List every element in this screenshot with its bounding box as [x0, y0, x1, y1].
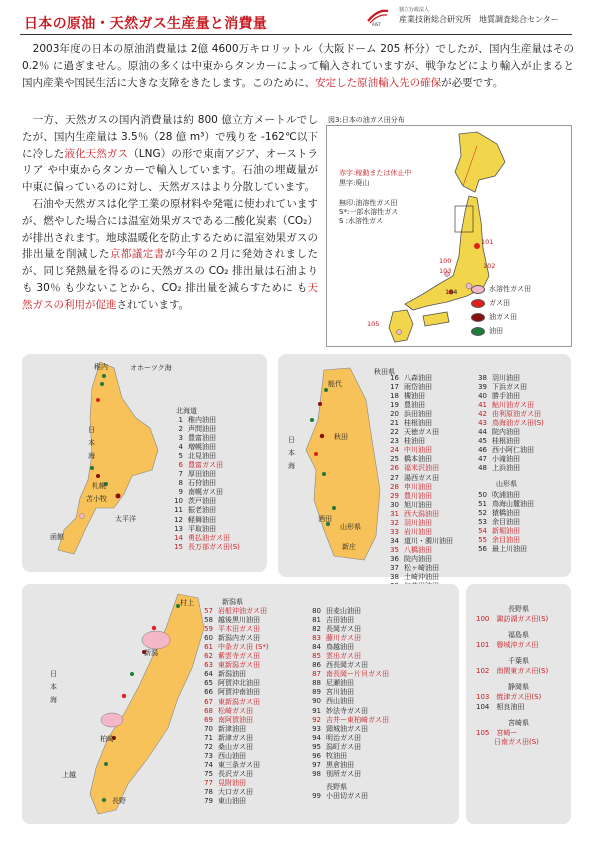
field-label-103: 103	[439, 267, 452, 275]
list-item: 58 越後黒川油田	[204, 616, 260, 625]
list-item: 61 中条ガス田 (S*)	[204, 643, 269, 652]
list-item: 57 岩船沖油ガス田	[204, 607, 267, 616]
list-item: 93 頸城油ガス田	[312, 724, 368, 733]
list-item: 34 道川・濁川油田	[390, 536, 453, 545]
list-item: 71 新津ガス田	[204, 733, 253, 742]
region-niigata: 新潟県	[222, 598, 243, 606]
list-item: 39 下浜ガス田	[478, 383, 527, 392]
list-item: 44 院内油田	[478, 428, 520, 437]
highlight-kyoto: 京都議定書	[109, 248, 165, 261]
field-102: 102 南関東ガス田(S)	[476, 667, 549, 675]
field-label-104: 104	[445, 288, 458, 296]
list-item: 59 平木田ガス田	[204, 625, 260, 634]
list-item: 38 土崎沖油田	[390, 573, 439, 582]
list-item: 82 長岡ガス田	[312, 625, 361, 634]
list-item: 46 西小阿仁油田	[478, 446, 534, 455]
list-item: 38 羽川油田	[478, 374, 520, 382]
town-tomakomai: 苫小牧	[86, 495, 107, 503]
sea-pacific: 太平洋	[115, 515, 136, 523]
field-101: 101 磐城沖ガス田	[476, 641, 539, 649]
list-item: 65 阿賀沖北油田	[204, 679, 260, 688]
town-sapporo: 札幌	[92, 482, 106, 490]
oil-gas-swatch	[471, 313, 485, 322]
org-name: 産業技術総合研究所 地質調査総合センター	[399, 15, 559, 24]
niigata-panel	[22, 584, 459, 824]
japan-map-shape	[327, 126, 571, 346]
field-100: 100 諏訪湖ガス田(S)	[476, 615, 549, 623]
svg-text:AIST: AIST	[372, 22, 381, 27]
list-item: 63 東新潟ガス田	[204, 661, 260, 670]
list-item: 81 吉田油田	[312, 616, 354, 625]
list-item: 99 小田切ガス田	[312, 791, 368, 800]
list-item: 86 西長岡ガス田	[312, 661, 368, 670]
list-item: 9 南幌ガス田	[178, 488, 223, 497]
list-item: 94 明治ガス田	[312, 733, 361, 742]
field-105: 105 宮崎ー	[476, 729, 518, 737]
legend-kind-water: S :水溶性ガス	[339, 217, 384, 225]
list-item: 87 南長岡ー片貝ガス田	[312, 670, 389, 679]
list-item: 6 豊富ガス田	[178, 461, 223, 470]
town-wakkanai: 稚内	[94, 363, 108, 371]
field-104: 104 相良油田	[476, 703, 525, 711]
list-item: 40 勝手油田	[478, 392, 520, 401]
list-item: 2 声問油田	[178, 425, 216, 434]
list-item: 11 振老油田	[174, 506, 216, 515]
field-105-cont: 日南ガス田(S)	[494, 738, 539, 746]
town-niigata: 新潟	[144, 649, 158, 657]
sea-okhotsk: オホーツク海	[130, 364, 172, 372]
town-shinjo: 新庄	[342, 543, 356, 551]
list-item: 30 旭川油田	[390, 500, 432, 509]
region-yamagata-map: 山形県	[340, 523, 361, 531]
list-item: 84 鳥越油田	[312, 643, 354, 652]
list-item: 7 厚田油田	[178, 470, 216, 479]
list-item: 47 小滝油田	[478, 455, 520, 464]
list-item: 8 石狩油田	[178, 479, 216, 488]
list-item: 98 別所ガス田	[312, 769, 361, 778]
list-item: 78 大口ガス田	[204, 787, 253, 796]
water-gas-swatch	[471, 285, 485, 294]
highlight-gas-usage: 天然ガスの利用が促進	[22, 281, 318, 311]
list-item: 16 八森油田	[390, 374, 432, 382]
list-item: 21 桂根油田	[390, 419, 432, 428]
gas-text-b: （LNG）の形で東南アジア、オーストラリア や中東からタンカーで輸入しています。石油の埋蔵量が中東に偏っているのに対し、天然ガスはより分散しています。	[22, 147, 319, 194]
gas-text-d: が今年の２月に発効されましたが、同じ発熱量を得るのに天然ガスの CO₂ 排出量は石油よりも 30％ も少ないことから、CO₂ 排出量を減らすために も	[22, 248, 319, 294]
list-item: 66 阿賀沖南油田	[204, 688, 260, 697]
intro-text-end: が必要です。	[441, 76, 504, 89]
town-hakodate: 函館	[50, 533, 64, 541]
list-item: 73 西山油田	[204, 751, 246, 760]
list-item: 36 院内油田	[390, 554, 432, 563]
field-103: 103 焼津ガス田(S)	[476, 693, 542, 701]
list-item: 64 新潟油田	[204, 670, 246, 679]
list-item: 31 西大潟油田	[390, 509, 439, 518]
list-item: 19 豊油田	[390, 401, 425, 410]
list-item: 26 福米沢油田	[390, 464, 439, 473]
list-item: 13 平取油田	[174, 524, 216, 533]
list-item: 56 最上川油田	[478, 544, 527, 553]
list-item: 53 余目油田	[478, 517, 520, 526]
list-item: 91 妙法寺ガス田	[312, 706, 368, 715]
list-item: 29 豊川油田	[390, 491, 432, 500]
region-nagano: 長野県	[326, 782, 347, 791]
list-item: 24 中川油田	[390, 446, 432, 455]
sea-japan-akita: 日本 海	[288, 436, 295, 470]
list-item: 74 東三条ガス田	[204, 760, 260, 769]
town-noshiro: 能代	[328, 380, 342, 388]
list-item: 83 藤川ガス田	[312, 634, 361, 643]
list-item: 33 岩川油田	[390, 527, 432, 536]
list-item: 15 長万部ガス田(S)	[174, 542, 240, 551]
legend-water-gas: 水溶性ガス田	[471, 284, 531, 294]
town-nagano: 長野	[112, 797, 126, 805]
list-item: 96 牧油田	[312, 751, 347, 760]
highlight-oil-supply: 安定した原油輸入先の確保	[315, 76, 442, 89]
gas-text-e: されています。	[116, 298, 190, 311]
list-item: 54 新堀油田	[478, 526, 520, 535]
list-item: 35 八橋油田	[390, 545, 432, 554]
pref-chiba: 千葉県	[508, 657, 529, 665]
town-murakami: 村上	[180, 599, 194, 607]
hokkaido-field-list	[170, 416, 240, 552]
figure-caption: 図3:日本の油ガス田分布	[328, 116, 405, 124]
akita-field-list-1	[386, 374, 453, 591]
list-item: 70 新津油田	[204, 724, 246, 733]
sea-japan: 日本 海	[88, 426, 95, 460]
list-item: 62 紫雲寺ガス田	[204, 652, 260, 661]
list-item: 77 見附油田	[204, 778, 246, 787]
list-item: 85 雲出ガス田	[312, 652, 361, 661]
legend-closed: 黒字:廃山	[339, 179, 370, 187]
list-item: 10 茨戸油田	[174, 497, 216, 506]
town-sakata: 酒田	[318, 515, 332, 523]
list-item: 60 新潟内ガス田	[204, 634, 260, 643]
niigata-field-list-1	[200, 598, 269, 806]
pref-miyazaki: 宮崎県	[508, 719, 529, 727]
aist-logo-icon	[366, 5, 390, 27]
list-item: 89 宮川油田	[312, 688, 354, 697]
list-item: 14 勇払油ガス田	[174, 533, 230, 542]
japan-field-map	[326, 125, 572, 347]
field-label-100: 100	[439, 257, 452, 265]
other-regions-panel	[466, 584, 571, 824]
niigata-field-list-2	[308, 607, 389, 801]
pref-fukushima: 福島県	[508, 631, 529, 639]
town-joetsu: 上越	[62, 771, 76, 779]
list-item: 92 吉井ー東柏崎ガス田	[312, 715, 389, 724]
list-item: 75 長沢ガス田	[204, 769, 253, 778]
list-item: 22 天徳ガス田	[390, 428, 439, 437]
pref-nagano: 長野県	[508, 605, 529, 613]
list-item: 41 鮎川油ガス田	[478, 401, 534, 410]
town-kashiwazaki: 柏崎	[100, 735, 114, 743]
intro-text: 2003年度の日本の原油消費量は 2億 4600万キロリットル（大阪ドーム 205 杯分）でしたが、国内生産量はその 0.2％ に過ぎません。原油の多くは中東からタンカーによって輸入されていますが、戦争などにより輸入が止まると国内産業や国民生活に大きな支障をきたします。このために、	[22, 43, 574, 89]
list-item: 90 西山油田	[312, 697, 354, 706]
gas-text-c: 石油や天然ガスは化学工業の原材料や発電に使われていますが、燃やした場合には温室効果ガスである二酸化炭素（CO₂）が排出されます。地球温暖化を防止するために温室効果ガスの排出量を削減した	[22, 197, 318, 261]
list-item: 18 槻油田	[390, 392, 425, 401]
list-item: 52 猿橋油田	[478, 508, 520, 517]
legend-gas: ガス田	[471, 298, 510, 308]
legend-oil-gas: 油ガス田	[471, 312, 517, 322]
legend-oil: 油田	[471, 326, 503, 336]
akita-field-list-2	[474, 374, 544, 554]
list-item: 72 桑山ガス田	[204, 742, 253, 751]
field-label-105: 105	[367, 320, 380, 328]
list-item: 28 申川油田	[390, 482, 432, 491]
intro-paragraph	[22, 41, 574, 91]
list-item: 25 橋本油田	[390, 455, 432, 464]
list-item: 88 尼瀬油田	[312, 679, 354, 688]
page-title: 日本の原油・天然ガス生産量と消費量	[24, 16, 268, 32]
list-item: 20 浜田油田	[390, 410, 432, 419]
sea-japan-niigata: 日本 海	[50, 670, 57, 704]
list-item: 23 桂油田	[390, 437, 425, 446]
list-item: 68 松崎ガス田	[204, 706, 253, 715]
field-label-101: 101	[481, 238, 494, 246]
list-item: 4 増幌油田	[178, 443, 216, 452]
region-hokkaido: 北海道	[176, 407, 197, 415]
list-item: 43 鳥海油ガス田(S)	[478, 419, 544, 428]
list-item: 32 羽川油田	[390, 518, 432, 527]
list-item: 69 南阿賀油田	[204, 715, 253, 724]
list-item: 79 東山油田	[204, 797, 246, 806]
list-item: 12 軽舞油田	[174, 515, 216, 524]
hokkaido-panel	[22, 354, 267, 572]
list-item: 45 桂根油田	[478, 437, 520, 446]
legend-kind-oil: 無印:油溶性ガス田	[339, 199, 398, 207]
list-item: 95 潟町ガス田	[312, 742, 361, 751]
list-item: 37 松ヶ崎油田	[390, 563, 439, 572]
header-divider	[20, 34, 572, 35]
list-item: 48 上浜油田	[478, 464, 520, 473]
list-item: 42 由利原油ガス田	[478, 410, 541, 419]
organization-header	[366, 3, 594, 37]
list-item: 17 雨岱油田	[390, 383, 432, 392]
region-akita: 秋田県	[374, 368, 395, 376]
pref-shizuoka: 静岡県	[508, 683, 529, 691]
list-item: 5 北見油田	[178, 452, 216, 461]
legend-active: 赤字:稼動または休止中	[339, 169, 412, 177]
list-item: 27 湯西ガス田	[390, 473, 439, 482]
oil-swatch	[471, 327, 485, 336]
list-item: 50 吹浦油田	[478, 490, 520, 499]
gas-paragraph	[22, 112, 318, 314]
region-yamagata: 山形県	[496, 479, 517, 488]
list-item: 67 東新潟ガス田	[204, 697, 260, 706]
akita-yamagata-panel	[278, 354, 571, 582]
list-item: 1 稚内油田	[178, 416, 216, 424]
org-type-label: 独立行政法人	[399, 7, 430, 13]
town-akita: 秋田	[334, 433, 348, 441]
list-item: 80 田麦山油田	[312, 607, 361, 615]
list-item: 3 豊富油田	[178, 434, 216, 443]
field-label-102: 102	[483, 262, 496, 270]
legend-kind-partial: S*:一部水溶性ガス	[339, 208, 399, 216]
list-item: 51 鳥海山麓油田	[478, 499, 534, 508]
gas-swatch	[471, 299, 485, 308]
list-item: 97 黒倉油田	[312, 760, 354, 769]
list-item: 55 余目油田	[478, 535, 520, 544]
gas-text-a: 一方、天然ガスの国内消費量は約 800 億立方メートルでしたが、国内生産量は 3.5％（28 億 m³）で残りを -162℃以下に冷した	[22, 114, 318, 160]
highlight-lng: 液化天然ガス	[64, 147, 129, 160]
